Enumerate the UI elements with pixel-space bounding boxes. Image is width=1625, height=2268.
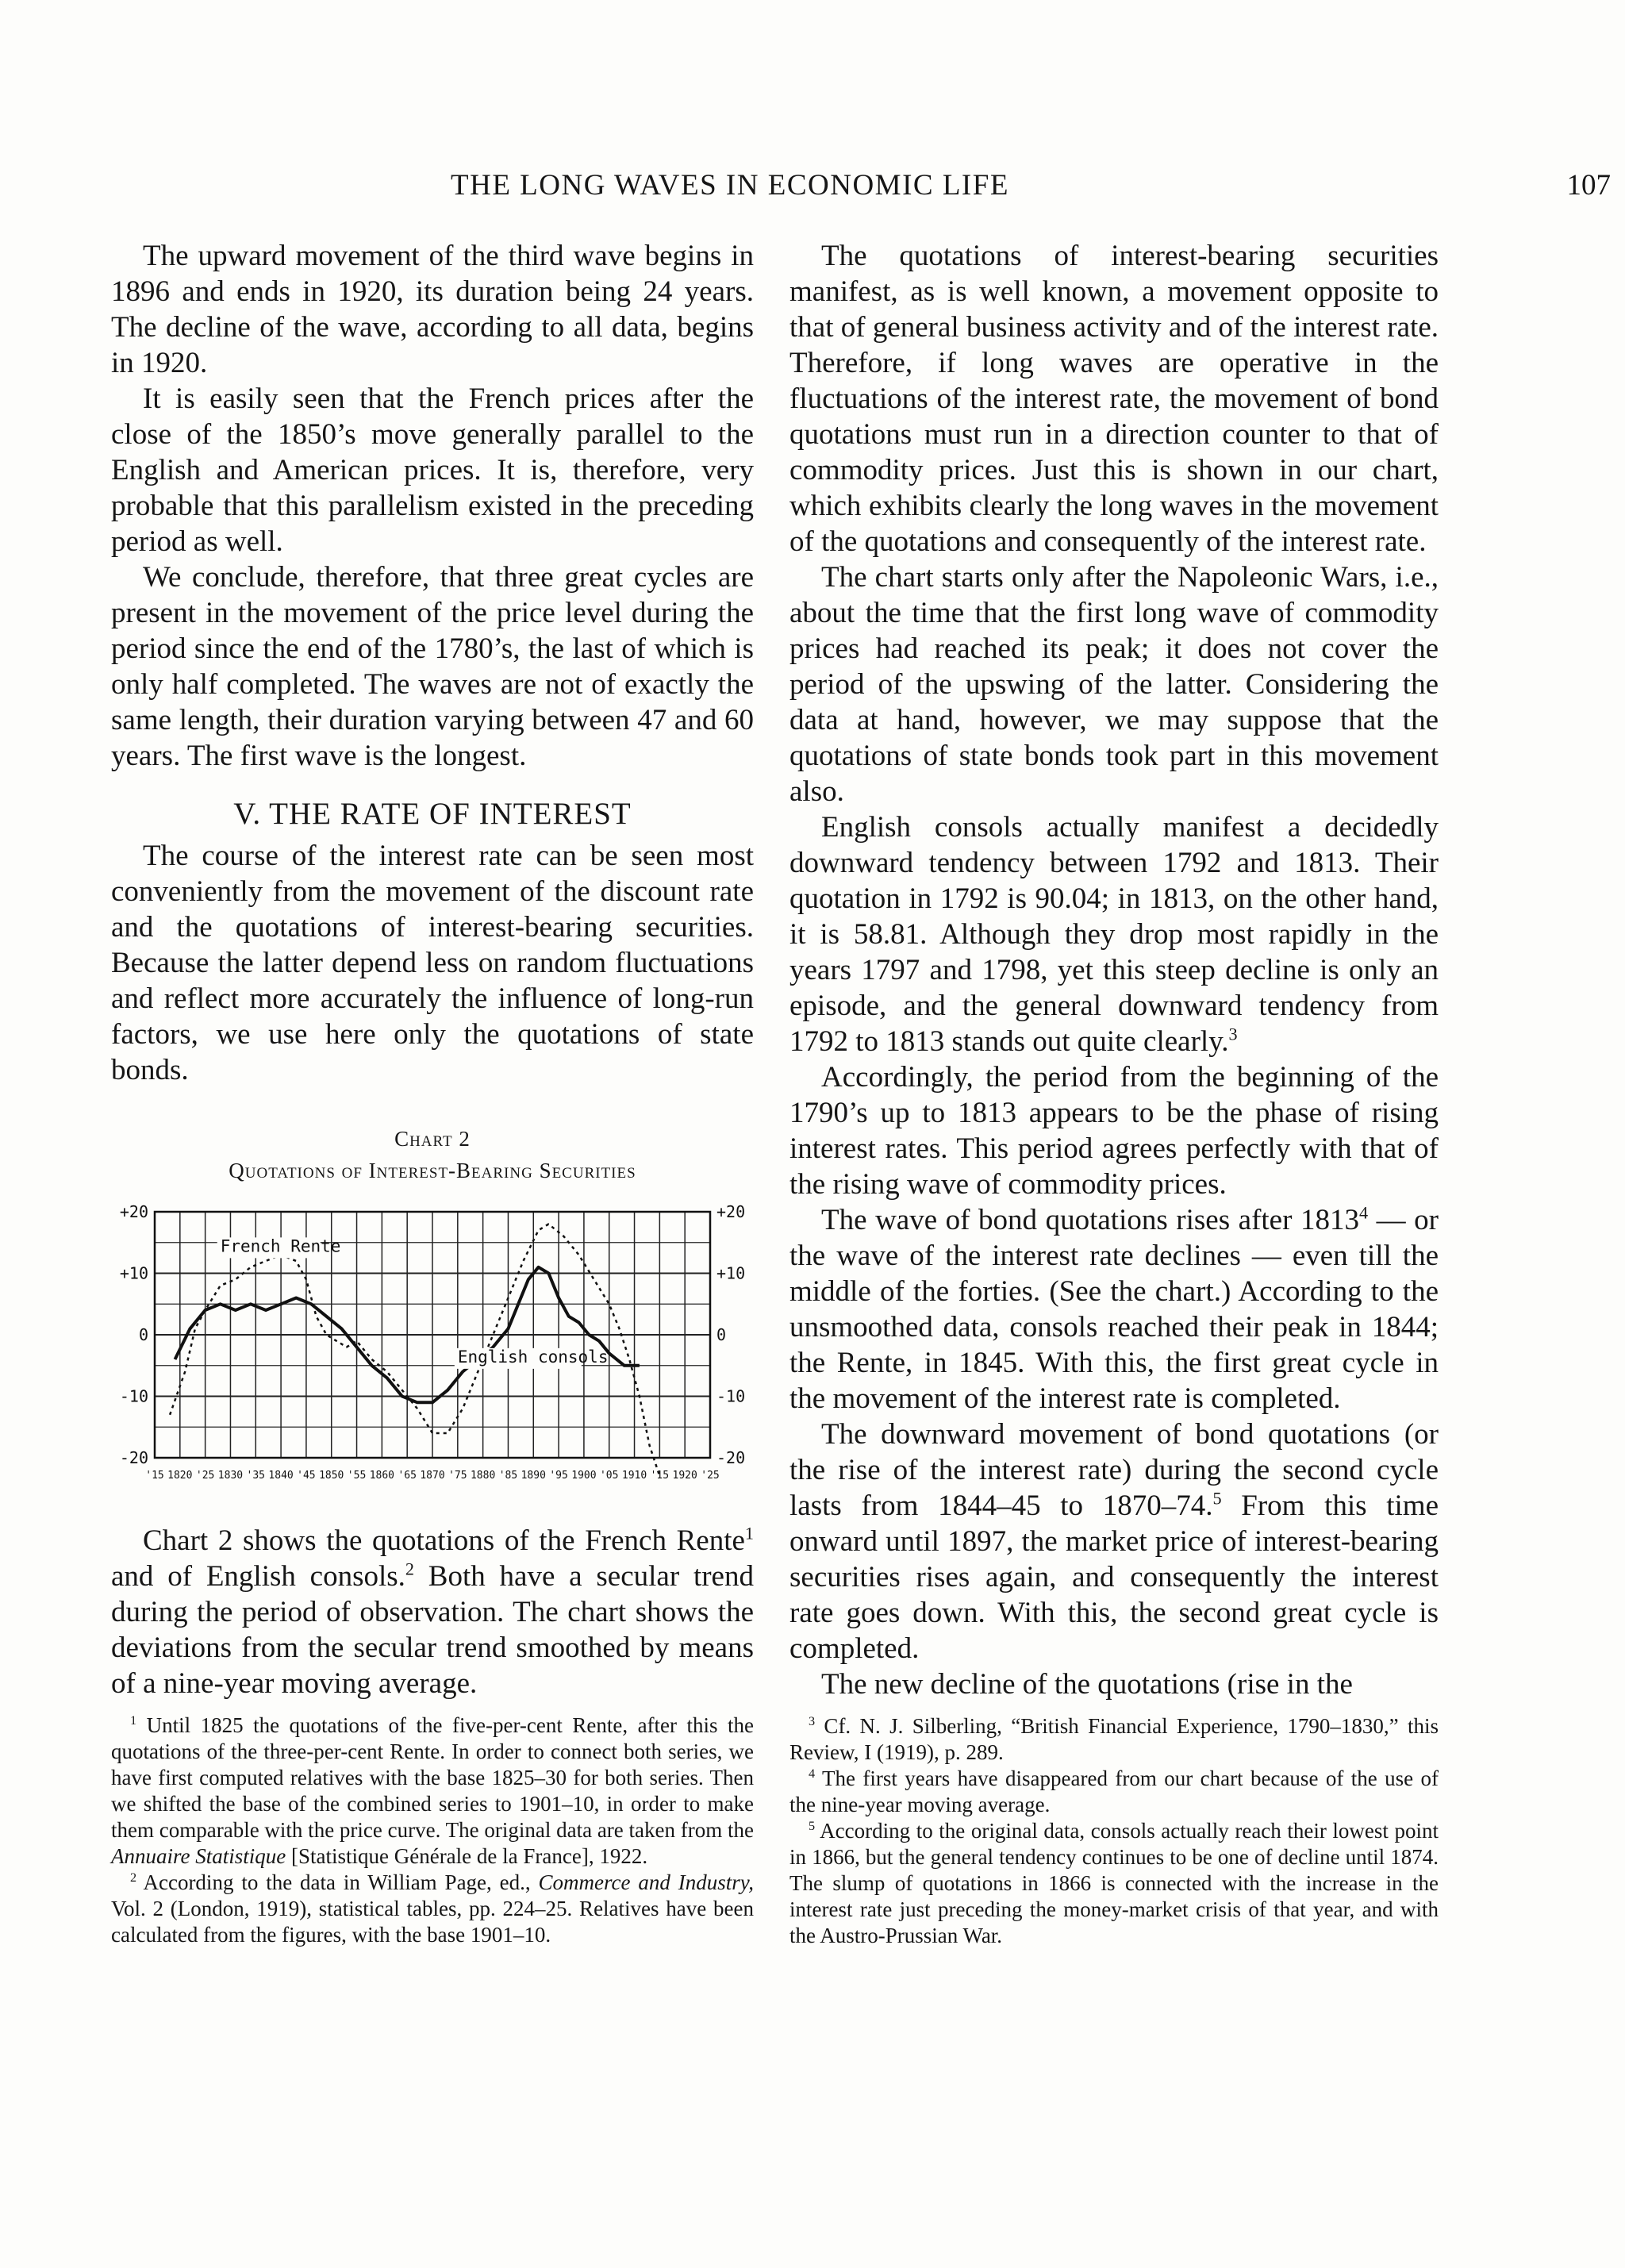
footnote-mark: 5 xyxy=(809,1819,816,1833)
x-tick-label: 1920 xyxy=(672,1470,697,1482)
footnotes xyxy=(789,1713,1439,1949)
y-tick-label-left: +10 xyxy=(119,1263,148,1283)
right-column xyxy=(789,238,1439,1949)
y-tick-label-right: 0 xyxy=(716,1325,727,1344)
x-tick-label: 1880 xyxy=(470,1470,496,1482)
x-tick-label: 1840 xyxy=(268,1470,294,1482)
text-run: Cf. N. J. Silberling, “British Financial Experience, 1790–1830,” this Review, I (1919), p. 289. xyxy=(789,1714,1439,1764)
chart-title: Quotations of Interest-Bearing Securities xyxy=(229,1159,636,1182)
footnote-mark: 1 xyxy=(130,1713,137,1728)
footnote-mark: 4 xyxy=(809,1766,816,1781)
footnote xyxy=(111,1713,754,1870)
x-tick-label: 1820 xyxy=(167,1470,193,1482)
footnote-ref[interactable]: 3 xyxy=(1228,1024,1238,1044)
series-label-english-consols: English consols xyxy=(457,1347,609,1367)
y-tick-label-right: +20 xyxy=(716,1204,746,1221)
x-tick-label: '05 xyxy=(599,1470,619,1482)
text-run: — or the wave of the interest rate declines — even till the middle of the forties. (See the chart.) According to the unsmoothed data, consols reached their peak in 1844; the Rente, in 1845. With this, the first great cycle in the movement of the interest rate is completed. xyxy=(789,1204,1439,1415)
x-tick-label: '15 xyxy=(145,1470,164,1482)
text-run: Until 1825 the quotations of the five-per-cent Rente, after this the quotations of the three-per-cent Rente. In order to connect both series, we have first computed relatives with the base 1825–30 for both series. Then we shifted the base of the combined series to 1901–10, in order to make them comparable with the price curve. The original data are taken from the xyxy=(111,1713,754,1842)
paragraph: Accordingly, the period from the beginning of the 1790’s up to 1813 appears to be the phase of rising interest rates. This period agrees perfectly with that of the rising wave of commodity prices. xyxy=(789,1061,1439,1201)
footnote-ref[interactable]: 5 xyxy=(1212,1488,1222,1509)
paragraph xyxy=(789,1202,1439,1417)
footnotes xyxy=(111,1713,754,1948)
footnote-mark: 2 xyxy=(130,1870,137,1885)
paragraph: We conclude, therefore, that three great cycles are present in the movement of the price level during the period since the end of the 1780’s, the last of which is only half completed. The waves are not of exactly the same length, their duration varying between 47 and 60 years. The first wave is the longest. xyxy=(111,561,754,772)
x-tick-label: '85 xyxy=(498,1470,518,1482)
text-run: Both have a secular trend during the period of observation. The chart shows the deviations from the secular trend smoothed by means of a nine-year moving average. xyxy=(111,1560,754,1700)
running-title: THE LONG WAVES IN ECONOMIC LIFE xyxy=(451,169,1009,202)
paragraph: The chart starts only after the Napoleonic Wars, i.e., about the time that the first long wave of commodity prices had reached its peak; it does not cover the period of the upswing of the latter. Considering the data at hand, however, we may suppose that the quotations of state bonds took part in this movement also. xyxy=(789,561,1439,808)
footnote xyxy=(789,1713,1439,1766)
page-number: 107 xyxy=(1566,169,1611,202)
paragraph: It is easily seen that the French prices after the close of the 1850’s move generally parallel to the English and American prices. It is, therefore, very probable that this parallelism existed in the preceding period as well. xyxy=(111,382,754,558)
text-run: [Statistique Générale de la France], 1922. xyxy=(286,1844,648,1868)
section-heading: V. THE RATE OF INTEREST xyxy=(233,797,632,831)
series-label-french-rente: French Rente xyxy=(220,1236,341,1256)
x-tick-label: '65 xyxy=(398,1470,417,1482)
footnote-ref[interactable]: 2 xyxy=(405,1559,415,1579)
footnote-ref[interactable]: 1 xyxy=(744,1523,754,1543)
chart xyxy=(111,1204,754,1505)
x-tick-label: 1870 xyxy=(420,1470,445,1482)
x-tick-label: '35 xyxy=(246,1470,266,1482)
text-run: According to the original data, consols actually reach their lowest point in 1866, but the general tendency continues to be one of decline until 1874. The slump of quotations in 1866 is connected with the increase in the interest rate just preceding the money-market crisis of that year, and with the Austro-Prussian War. xyxy=(789,1819,1439,1947)
x-tick-label: 1860 xyxy=(369,1470,395,1482)
y-tick-label-right: +10 xyxy=(716,1263,746,1283)
text-run: The first years have disappeared from our chart because of the use of the nine-year moving average. xyxy=(789,1766,1439,1816)
y-tick-label-left: -20 xyxy=(119,1448,148,1467)
y-tick-label-left: 0 xyxy=(138,1325,148,1344)
text-run: From this time onward until 1897, the market price of interest-bearing securities rises again, and consequently the interest rate goes down. With this, the second great cycle is completed. xyxy=(789,1490,1439,1665)
text-run: English consols actually manifest a decidedly downward tendency between 1792 and 1813. Their quotation in 1792 is 90.04; in 1813, on the other hand, it is 58.81. Although they drop most rapidly in the years 1797 and 1798, yet this steep decline is only an episode, and the general downward tendency from 1792 to 1813 stands out quite clearly. xyxy=(789,811,1439,1058)
x-tick-label: 1900 xyxy=(571,1470,597,1482)
chart-number: Chart 2 xyxy=(394,1127,471,1151)
paragraph: The quotations of interest-bearing securities manifest, as is well known, a movement opposite to that of general business activity and of the interest rate. Therefore, if long waves are operative in the fluctuations of the interest rate, the movement of bond quotations must run in a direction counter to that of commodity prices. Just this is shown in our chart, which exhibits clearly the long waves in the movement of the quotations and consequently of the interest rate. xyxy=(789,240,1439,558)
footnote xyxy=(111,1870,754,1948)
x-tick-label: '25 xyxy=(701,1470,720,1482)
x-tick-label: '15 xyxy=(650,1470,670,1482)
text-run: The downward movement of bond quotations (or the rise of the interest rate) during the second cycle lasts from 1844–45 to 1870–74. xyxy=(789,1418,1439,1522)
y-tick-label-right: -10 xyxy=(716,1386,746,1406)
paragraph: The new decline of the quotations (rise in the xyxy=(821,1668,1353,1701)
text-run: Commerce and Industry, xyxy=(538,1870,754,1894)
paragraph xyxy=(789,809,1439,1059)
running-header xyxy=(0,168,1625,208)
y-tick-label-left: +20 xyxy=(119,1204,148,1221)
x-tick-label: 1910 xyxy=(621,1470,647,1482)
footnote xyxy=(789,1818,1439,1949)
text-run: According to the data in William Page, ed., xyxy=(136,1870,539,1894)
x-tick-label: '75 xyxy=(448,1470,467,1482)
x-tick-label: '55 xyxy=(347,1470,367,1482)
text-run: Vol. 2 (London, 1919), statistical tables, pp. 224–25. Relatives have been calculated from the figures, with the base 1901–10. xyxy=(111,1897,754,1947)
x-tick-label: 1850 xyxy=(319,1470,344,1482)
paragraph: The course of the interest rate can be seen most conveniently from the movement of the discount rate and the quotations of interest-bearing securities. Because the latter depend less on random fluctuations and reflect more accurately the influence of long-run factors, we use here only the quotations of state bonds. xyxy=(111,840,754,1086)
footnote-ref[interactable]: 4 xyxy=(1358,1202,1369,1223)
paragraph xyxy=(789,1417,1439,1666)
chart-caption xyxy=(111,1123,754,1186)
left-column xyxy=(111,238,754,1948)
x-tick-label: '25 xyxy=(195,1470,215,1482)
y-tick-label-right: -20 xyxy=(716,1448,746,1467)
x-tick-label: 1830 xyxy=(217,1470,244,1482)
text-run: and of English consols. xyxy=(111,1560,405,1593)
footnote xyxy=(789,1766,1439,1818)
text-run: Annuaire Statistique xyxy=(111,1844,286,1868)
x-tick-label: 1890 xyxy=(521,1470,546,1482)
footnote-mark: 3 xyxy=(809,1714,816,1728)
x-tick-label: '95 xyxy=(549,1470,568,1482)
text-run: The wave of bond quotations rises after 1813 xyxy=(821,1204,1359,1236)
paragraph: The upward movement of the third wave begins in 1896 and ends in 1920, its duration being 24 years. The decline of the wave, according to all data, begins in 1920. xyxy=(111,240,754,379)
chart-svg xyxy=(111,1204,754,1505)
paragraph xyxy=(111,1523,754,1701)
y-tick-label-left: -10 xyxy=(119,1386,148,1406)
x-tick-label: '45 xyxy=(297,1470,316,1482)
text-run: Chart 2 shows the quotations of the French Rente xyxy=(143,1524,745,1557)
